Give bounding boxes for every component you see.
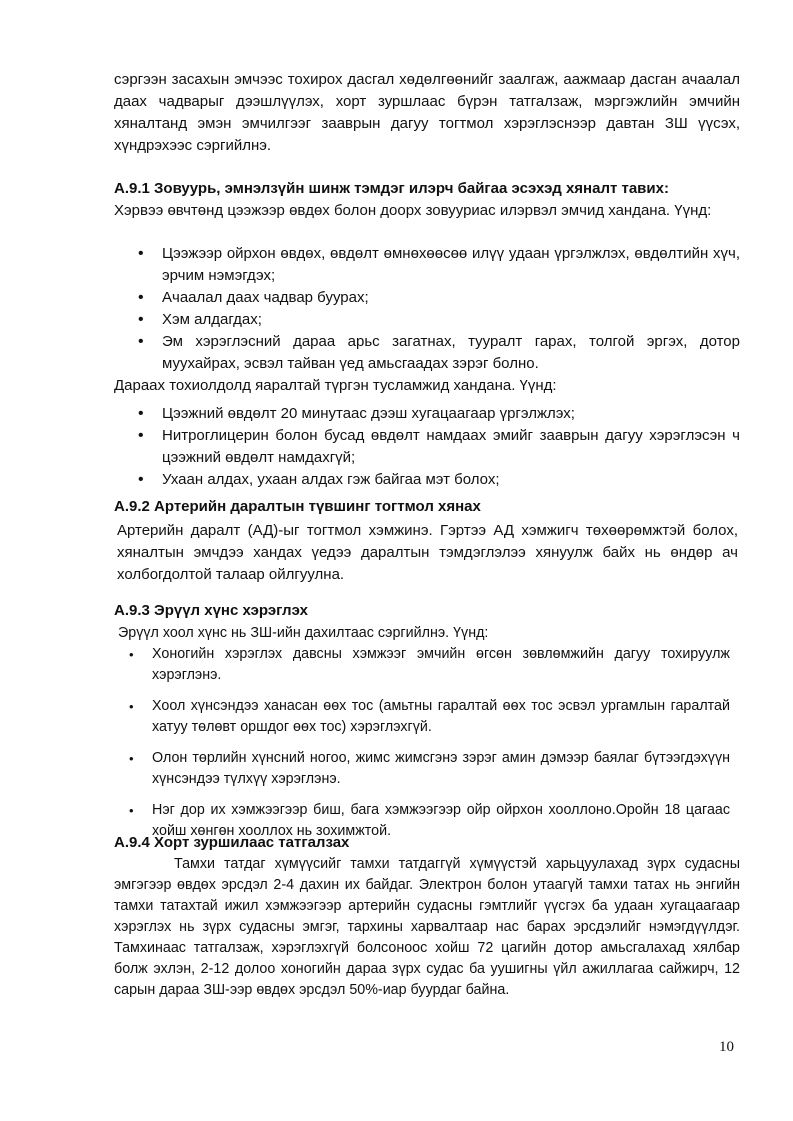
intro-paragraph: сэргээн засахын эмчээс тохирох дасгал хөдөлгөөнийг заалгаж, аажмаар дасган ачаалал даах чадварыг дээшлүүлэх, хорт зуршлаас бүрэн татгалзаж, мэргэжлийн эмчийн хяналтанд эмэн эмчилгээг зааврын дагуу тогтмол хэрэглэснээр давтан ЗШ үүсэх, хүндрэхээс сэргийлнэ.: [114, 71, 740, 154]
nutrition-list: [127, 644, 730, 842]
list-item: • Нэг дор их хэмжээгээр биш, бага хэмжээгээр ойр ойрхон хооллоно.Оройн 18 цагаас хойш хөнгөн хооллох нь зохимжтой.: [127, 800, 730, 842]
section-a94-heading: А.9.4 Хорт зуршилаас татгалзах: [114, 834, 350, 851]
urgent-list: [114, 403, 740, 491]
list-item: • Хоногийн хэрэглэх давсны хэмжээг эмчийн өгсөн зөвлөмжийн дагуу тохируулж хэрэглэнэ.: [127, 644, 730, 686]
section-a93-heading: А.9.3 Эрүүл хүнс хэрэглэх: [114, 602, 308, 619]
urgent-care-lead: Дараах тохиолдолд яаралтай түргэн тусламжид хандана. Үүнд:: [114, 377, 557, 394]
list-item: • Нитроглицерин болон бусад өвдөлт намдаах эмийг зааврын дагуу хэрэглэсэн ч цээжний өвдөлт намдахгүй;: [114, 425, 740, 469]
list-item: • Хэм алдагдах;: [114, 309, 740, 331]
list-item: • Эм хэрэглэсний дараа арьс загатнах, тууралт гарах, толгой эргэх, дотор муухайрах, эсвэл тайван үед амьсгаадах зэрэг болно.: [114, 331, 740, 375]
list-item: • Ухаан алдах, ухаан алдах гэж байгаа мэт болох;: [114, 469, 740, 491]
section-a91-lead: Хэрвээ өвчтөнд цээжээр өвдөх болон доорх зовууриас илэрвэл эмчид хандана. Үүнд:: [114, 202, 712, 219]
symptom-list: [114, 243, 740, 375]
list-item: • Ачаалал даах чадвар буурах;: [114, 287, 740, 309]
section-a91-heading: А.9.1 Зовуурь, эмнэлзүйн шинж тэмдэг илэрч байгаа эсэхэд хяналт тавих:: [114, 180, 669, 197]
section-a93-lead: Эрүүл хоол хүнс нь ЗШ-ийн дахилтаас сэргийлнэ. Үүнд:: [118, 625, 489, 641]
section-a92-body: Артерийн даралт (АД)-ыг тогтмол хэмжинэ. Гэртээ АД хэмжигч төхөөрөмжтэй болох, хяналтын эмчдээ хандах үедээ даралтын тэмдэглэлээ хянуулж байх нь өндөр ач холбогдолтой талаар ойлгуулна.: [117, 522, 738, 583]
list-item: • Олон төрлийн хүнсний ногоо, жимс жимсгэнэ зэрэг амин дэмээр баялаг бүтээгдэхүүн хүнсэндээ түлхүү хэрэглэнэ.: [127, 748, 730, 790]
list-item: • Цээжний өвдөлт 20 минутаас дээш хугацаагаар үргэлжлэх;: [114, 403, 740, 425]
section-a92-heading: А.9.2 Артерийн даралтын түвшинг тогтмол хянах: [114, 498, 481, 515]
list-item: • Хоол хүнсэндээ ханасан өөх тос (амьтны гаралтай өөх тос эсвэл ургамлын гаралтай хатуу төлөвт оршдог өөх тос) хэрэглэхгүй.: [127, 696, 730, 738]
page-number: 10: [719, 1039, 734, 1055]
list-item: • Цээжээр ойрхон өвдөх, өвдөлт өмнөхөөсөө илүү удаан үргэлжлэх, өвдөлтийн хүч, эрчим нэмэгдэх;: [114, 243, 740, 287]
section-a94-body: Тамхи татдаг хүмүүсийг тамхи татдаггүй хүмүүстэй харьцуулахад зүрх судасны эмгэгээр өвдөх эрсдэл 2-4 дахин их байдаг. Электрон болон утаагүй тамхи татах нь энгийн тамхи татахтай ижил хэмжээгээр артерийн судасны гэмтлийг үүсгэх ба удаан хугацаагаар хэрэглэх нь зүрх судасны эмгэг, тархины харвалтаар нас барах эрсдэлийг нэмэгдүүлдэг. Тамхинаас татгалзаж, хэрэглэхгүй болсоноос хойш 72 цагийн дотор амьсгалахад хялбар болж эхлэн, 2-12 долоо хоногийн дараа зүрх судас ба уушигны үйл ажиллагаа сайжирч, 12 сарын дараа ЗШ-ээр өвдөх эрсдэл 50%-иар буурдаг байна.: [114, 856, 740, 998]
